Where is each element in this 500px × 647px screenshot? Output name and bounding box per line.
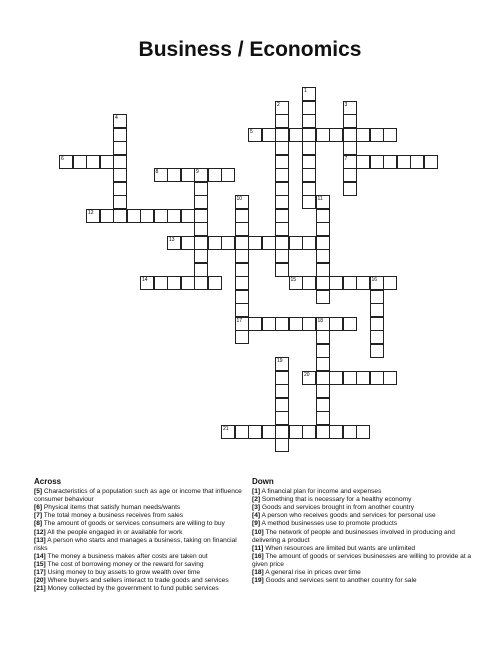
grid-cell[interactable]	[167, 276, 181, 290]
grid-cell[interactable]	[194, 236, 208, 250]
grid-cell[interactable]	[370, 371, 384, 385]
clue-number: [21]	[34, 585, 46, 593]
across-clue	[34, 569, 246, 577]
cell-number: 17	[236, 317, 243, 324]
grid-cell[interactable]	[275, 411, 289, 425]
grid-cell[interactable]	[181, 236, 195, 250]
grid-cell[interactable]	[289, 276, 303, 290]
grid-cell[interactable]	[302, 141, 316, 155]
clue-text: The amount of goods or services businesses are willing to provide at a given price	[252, 552, 472, 568]
clue-number: [5]	[34, 488, 43, 496]
grid-cell[interactable]	[86, 155, 100, 169]
grid-cell[interactable]	[316, 128, 330, 142]
grid-cell[interactable]	[154, 168, 168, 182]
cell-number: 20	[304, 371, 310, 378]
grid-cell[interactable]	[289, 317, 303, 331]
across-clue	[34, 553, 246, 561]
grid-cell[interactable]	[100, 155, 114, 169]
grid-cell[interactable]	[248, 128, 262, 142]
grid-cell[interactable]	[113, 168, 127, 182]
clue-text: The network of people and businesses involved in producing and delivering a product	[252, 528, 455, 544]
grid-cell[interactable]	[316, 236, 330, 250]
clue-text: A method businesses use to promote products	[260, 520, 398, 528]
grid-cell[interactable]	[248, 425, 262, 439]
grid-cell[interactable]	[194, 249, 208, 263]
grid-cell[interactable]	[289, 128, 303, 142]
clue-text: Using money to buy assets to grow wealth over time	[45, 569, 201, 577]
across-clues	[34, 478, 246, 593]
grid-cell[interactable]	[370, 317, 384, 331]
grid-cell[interactable]	[329, 425, 343, 439]
grid-cell[interactable]	[275, 155, 289, 169]
clue-number: [3]	[252, 504, 261, 512]
grid-cell[interactable]	[316, 344, 330, 358]
grid-cell[interactable]	[275, 317, 289, 331]
grid-cell[interactable]	[302, 87, 316, 101]
grid-cell[interactable]	[275, 209, 289, 223]
clue-text: A person who starts and manages a business, taking on financial risks	[34, 536, 237, 552]
grid-cell[interactable]	[59, 155, 73, 169]
grid-cell[interactable]	[154, 209, 168, 223]
across-clue	[34, 577, 246, 585]
grid-cell[interactable]	[194, 209, 208, 223]
clue-text: When resources are limited but wants are unlimited	[263, 544, 416, 552]
grid-cell[interactable]	[275, 168, 289, 182]
grid-cell[interactable]	[302, 317, 316, 331]
grid-cell[interactable]	[194, 263, 208, 277]
grid-cell[interactable]	[235, 317, 249, 331]
clue-number: [4]	[252, 512, 261, 520]
across-clue	[34, 488, 246, 504]
cell-number: 1	[304, 88, 307, 94]
grid-cell[interactable]	[343, 114, 357, 128]
grid-cell[interactable]	[302, 236, 316, 250]
cell-number: 18	[317, 317, 324, 324]
grid-cell[interactable]	[181, 276, 195, 290]
grid-cell[interactable]	[343, 425, 357, 439]
clue-number: [14]	[34, 552, 46, 560]
grid-cell[interactable]	[113, 209, 127, 223]
across-clue-list	[34, 488, 246, 593]
grid-cell[interactable]	[356, 371, 370, 385]
clue-number: [1]	[252, 488, 261, 496]
grid-cell[interactable]	[235, 425, 249, 439]
grid-cell[interactable]	[343, 141, 357, 155]
cell-number: 6	[61, 155, 64, 162]
grid-cell[interactable]	[235, 209, 249, 223]
grid-cell[interactable]	[86, 209, 100, 223]
grid-cell[interactable]	[343, 371, 357, 385]
grid-cell[interactable]	[316, 276, 330, 290]
cell-number: 12	[88, 209, 94, 216]
clue-text: Characteristics of a population such as age or income that influence consumer behaviour	[34, 488, 242, 504]
grid-cell[interactable]	[370, 303, 384, 317]
grid-cell[interactable]	[329, 317, 343, 331]
grid-cell[interactable]	[316, 209, 330, 223]
grid-cell[interactable]	[302, 195, 316, 209]
clue-number: [6]	[34, 504, 43, 512]
clue-text: Goods and services sent to another country for sale	[263, 577, 417, 585]
clue-text: A person who receives goods and services for personal use	[260, 512, 436, 520]
cell-number: 13	[169, 236, 175, 243]
grid-cell[interactable]	[343, 276, 357, 290]
clue-number: [15]	[34, 560, 46, 568]
down-clue	[252, 577, 474, 585]
grid-cell[interactable]	[140, 276, 154, 290]
cell-number: 15	[290, 277, 297, 283]
grid-cell[interactable]	[302, 101, 316, 115]
down-clue	[252, 545, 474, 553]
grid-cell[interactable]	[221, 236, 235, 250]
cell-number: 19	[277, 358, 283, 364]
cell-number: 8	[155, 169, 159, 175]
grid-cell[interactable]	[113, 114, 127, 128]
grid-cell[interactable]	[235, 236, 249, 250]
down-clues	[252, 478, 474, 585]
grid-cell[interactable]	[194, 222, 208, 236]
cell-number: 4	[115, 115, 118, 121]
clue-number: [2]	[252, 496, 261, 504]
across-clue	[34, 561, 246, 569]
clue-text: The money a business makes after costs are taken out	[45, 552, 208, 560]
grid-cell[interactable]	[316, 411, 330, 425]
grid-cell[interactable]	[289, 425, 303, 439]
grid-cell[interactable]	[167, 168, 181, 182]
grid-cell[interactable]	[370, 330, 384, 344]
grid-cell[interactable]	[316, 249, 330, 263]
grid-cell[interactable]	[329, 276, 343, 290]
down-clue	[252, 496, 474, 504]
grid-cell[interactable]	[343, 101, 357, 115]
grid-cell[interactable]	[181, 168, 195, 182]
grid-cell[interactable]	[343, 317, 357, 331]
grid-cell[interactable]	[275, 438, 289, 452]
grid-cell[interactable]	[235, 222, 249, 236]
clue-text: The cost of borrowing money or the reward for saving	[45, 560, 204, 568]
grid-cell[interactable]	[383, 128, 397, 142]
cell-number: 10	[236, 196, 243, 202]
grid-cell[interactable]	[113, 155, 127, 169]
grid-cell[interactable]	[113, 128, 127, 142]
clue-number: [16]	[252, 552, 264, 560]
down-clue-list	[252, 488, 474, 585]
clue-text: Money collected by the government to fund public services	[45, 585, 219, 593]
across-clue	[34, 512, 246, 520]
cell-number: 3	[344, 101, 348, 108]
down-clue	[252, 553, 474, 569]
cell-number: 5	[250, 128, 253, 135]
grid-cell[interactable]	[167, 209, 181, 223]
clue-text: Where buyers and sellers interact to trade goods and services	[45, 577, 229, 585]
grid-cell[interactable]	[316, 290, 330, 304]
grid-cell[interactable]	[275, 195, 289, 209]
down-clue	[252, 504, 474, 512]
grid-cell[interactable]	[343, 128, 357, 142]
grid-cell[interactable]	[275, 114, 289, 128]
grid-cell[interactable]	[262, 236, 276, 250]
grid-cell[interactable]	[167, 236, 181, 250]
across-clue	[34, 537, 246, 553]
grid-cell[interactable]	[397, 155, 411, 169]
grid-cell[interactable]	[275, 384, 289, 398]
grid-cell[interactable]	[113, 195, 127, 209]
grid-cell[interactable]	[343, 168, 357, 182]
grid-cell[interactable]	[127, 209, 141, 223]
grid-cell[interactable]	[383, 155, 397, 169]
grid-cell[interactable]	[248, 317, 262, 331]
grid-cell[interactable]	[235, 195, 249, 209]
grid-cell[interactable]	[73, 155, 87, 169]
grid-cell[interactable]	[100, 209, 114, 223]
cell-number: 16	[371, 277, 378, 283]
clue-number: [8]	[34, 520, 43, 528]
grid-cell[interactable]	[275, 141, 289, 155]
cell-number: 9	[196, 169, 199, 175]
page-title: Business / Economics	[138, 38, 362, 61]
grid-cell[interactable]	[113, 182, 127, 196]
grid-cell[interactable]	[275, 101, 289, 115]
down-clue	[252, 569, 474, 577]
grid-cell[interactable]	[410, 155, 424, 169]
grid-cell[interactable]	[316, 263, 330, 277]
grid-cell[interactable]	[140, 209, 154, 223]
clue-number: [20]	[34, 577, 46, 585]
clue-number: [10]	[252, 528, 264, 536]
grid-cell[interactable]	[275, 249, 289, 263]
clue-text: The amount of goods or services consumers are willing to buy	[42, 520, 225, 528]
grid-cell[interactable]	[194, 195, 208, 209]
clue-text: All the people engaged in or available for work	[45, 528, 183, 536]
grid-cell[interactable]	[383, 371, 397, 385]
grid-cell[interactable]	[262, 128, 276, 142]
cell-number: 2	[277, 101, 280, 108]
grid-cell[interactable]	[316, 330, 330, 344]
grid-cell[interactable]	[275, 398, 289, 412]
grid-cell[interactable]	[154, 276, 168, 290]
grid-cell[interactable]	[302, 276, 316, 290]
grid-cell[interactable]	[275, 128, 289, 142]
grid-cell[interactable]	[316, 222, 330, 236]
grid-cell[interactable]	[289, 236, 303, 250]
grid-cell[interactable]	[302, 128, 316, 142]
grid-cell[interactable]	[356, 276, 370, 290]
grid-cell[interactable]	[275, 222, 289, 236]
grid-cell[interactable]	[302, 114, 316, 128]
clue-number: [13]	[34, 536, 46, 544]
down-clue	[252, 512, 474, 520]
cell-number: 21	[223, 425, 229, 432]
grid-cell[interactable]	[275, 371, 289, 385]
grid-cell[interactable]	[302, 371, 316, 385]
clue-text: A financial plan for income and expenses	[260, 488, 382, 496]
grid-cell[interactable]	[194, 276, 208, 290]
grid-cell[interactable]	[275, 357, 289, 371]
grid-cell[interactable]	[316, 398, 330, 412]
clue-text: Goods and services brought in from another country	[260, 504, 414, 512]
clue-number: [12]	[34, 528, 46, 536]
grid-cell[interactable]	[302, 168, 316, 182]
grid-cell[interactable]	[194, 182, 208, 196]
grid-cell[interactable]	[316, 195, 330, 209]
grid-cell[interactable]	[302, 182, 316, 196]
across-heading: Across	[34, 477, 62, 486]
clue-text: Something that is necessary for a healthy economy	[260, 496, 412, 504]
across-clue	[34, 504, 246, 512]
across-clue	[34, 529, 246, 537]
grid-cell[interactable]	[181, 209, 195, 223]
grid-cell[interactable]	[275, 182, 289, 196]
grid-cell[interactable]	[316, 384, 330, 398]
grid-cell[interactable]	[262, 317, 276, 331]
clue-text: The total money a business receives from sales	[42, 512, 184, 520]
grid-cell[interactable]	[208, 236, 222, 250]
grid-cell[interactable]	[235, 249, 249, 263]
clue-text: Physical items that satisfy human needs/wants	[42, 504, 181, 512]
grid-cell[interactable]	[356, 128, 370, 142]
grid-cell[interactable]	[302, 155, 316, 169]
grid-cell[interactable]	[248, 236, 262, 250]
grid-cell[interactable]	[370, 128, 384, 142]
cell-number: 11	[317, 196, 323, 202]
grid-cell[interactable]	[316, 317, 330, 331]
down-clue	[252, 488, 474, 496]
grid-cell[interactable]	[235, 303, 249, 317]
cell-number: 14	[142, 277, 148, 283]
clue-number: [19]	[252, 577, 264, 585]
down-heading: Down	[252, 477, 274, 486]
grid-cell[interactable]	[208, 276, 222, 290]
grid-cell[interactable]	[235, 290, 249, 304]
grid-cell[interactable]	[275, 236, 289, 250]
clue-number: [11]	[252, 544, 264, 552]
grid-cell[interactable]	[316, 357, 330, 371]
grid-cell[interactable]	[370, 344, 384, 358]
grid-cell[interactable]	[370, 276, 384, 290]
grid-cell[interactable]	[194, 168, 208, 182]
grid-cell[interactable]	[424, 155, 438, 169]
clue-text: A general rise in prices over time	[263, 569, 361, 577]
clue-number: [7]	[34, 512, 43, 520]
cell-number: 7	[344, 155, 348, 162]
grid-cell[interactable]	[235, 263, 249, 277]
grid-cell[interactable]	[316, 371, 330, 385]
grid-cell[interactable]	[275, 263, 289, 277]
grid-cell[interactable]	[113, 141, 127, 155]
clue-number: [9]	[252, 520, 261, 528]
grid-cell[interactable]	[235, 276, 249, 290]
grid-cell[interactable]	[302, 425, 316, 439]
grid-cell[interactable]	[383, 276, 397, 290]
grid-cell[interactable]	[329, 128, 343, 142]
grid-cell[interactable]	[370, 155, 384, 169]
grid-cell[interactable]	[356, 155, 370, 169]
grid-cell[interactable]	[329, 371, 343, 385]
grid-cell[interactable]	[221, 168, 235, 182]
clue-number: [17]	[34, 569, 46, 577]
grid-cell[interactable]	[316, 425, 330, 439]
clue-number: [18]	[252, 569, 264, 577]
grid-cell[interactable]	[356, 425, 370, 439]
grid-cell[interactable]	[235, 330, 249, 344]
across-clue	[34, 520, 246, 528]
grid-cell[interactable]	[343, 155, 357, 169]
down-clue	[252, 520, 474, 528]
across-clue	[34, 585, 246, 593]
grid-cell[interactable]	[343, 182, 357, 196]
grid-cell[interactable]	[221, 425, 235, 439]
grid-cell[interactable]	[208, 168, 222, 182]
grid-cell[interactable]	[370, 290, 384, 304]
down-clue	[252, 529, 474, 545]
grid-cell[interactable]	[262, 425, 276, 439]
grid-cell[interactable]	[275, 425, 289, 439]
